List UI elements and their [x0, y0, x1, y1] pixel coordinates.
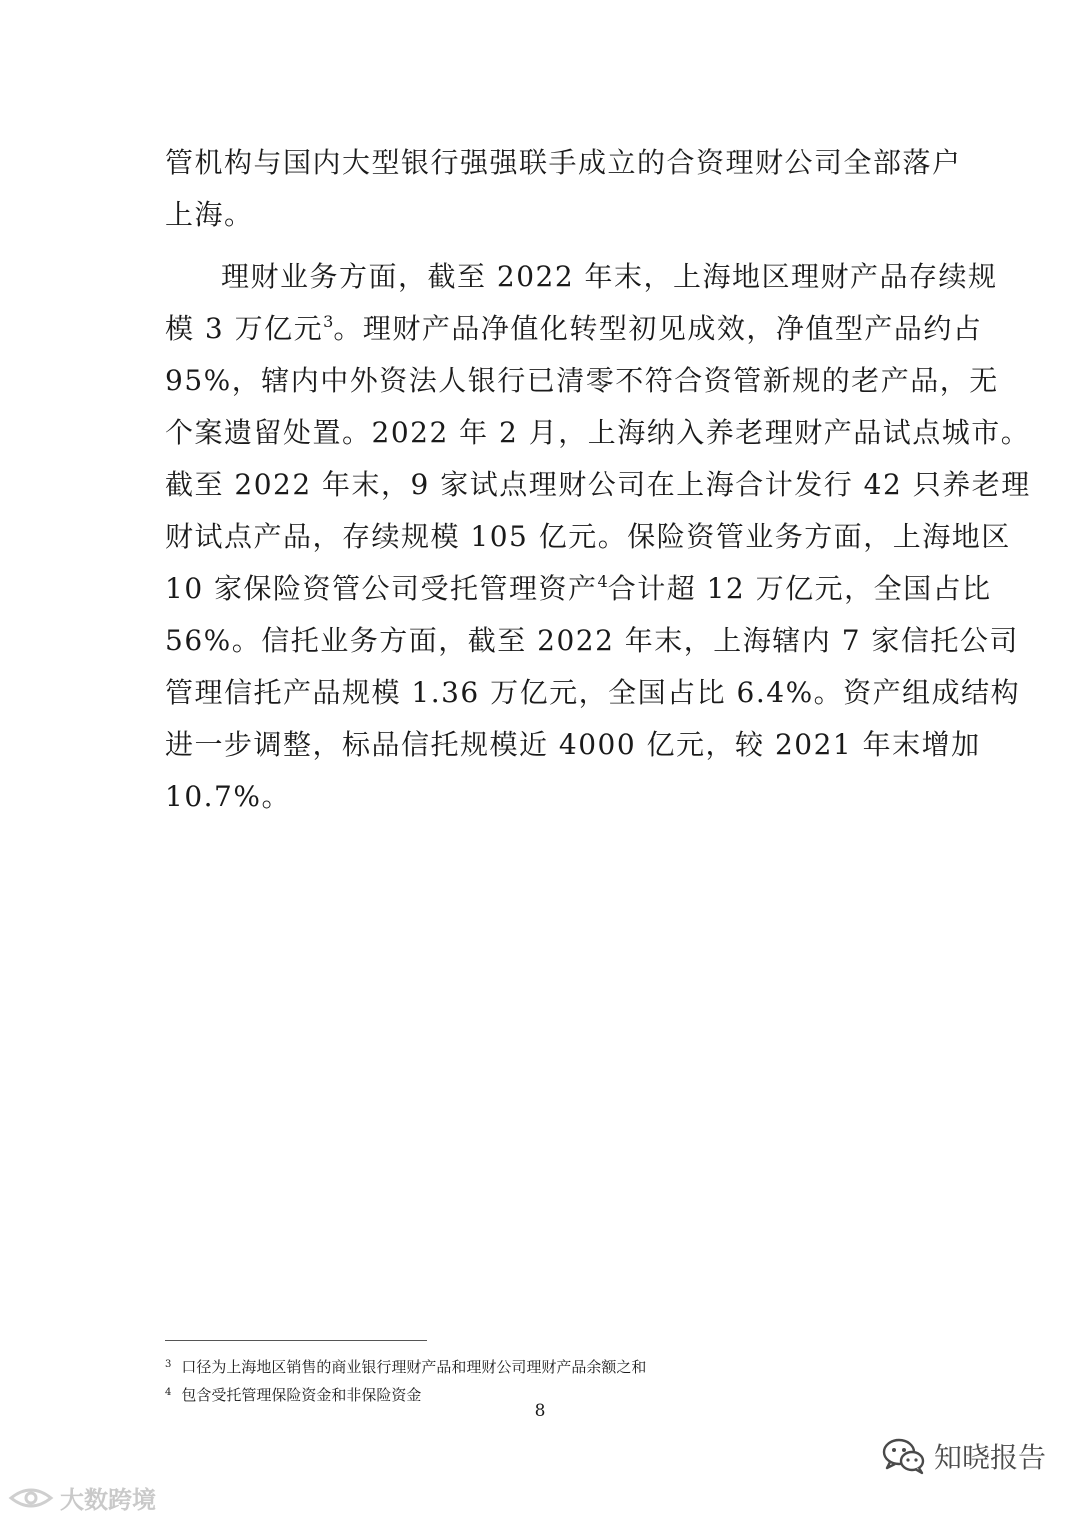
- footnote-separator: [165, 1340, 427, 1341]
- watermark-right-text: 知晓报告: [933, 1441, 1046, 1474]
- text-line: 管机构与国内大型银行强强联手成立的合资理财公司全部落户: [165, 146, 962, 179]
- text-line: 个案遗留处置。2022 年 2 月，上海纳入养老理财产品试点城市。: [165, 416, 1031, 449]
- text-line: 截至 2022 年末，9 家试点理财公司在上海合计发行 42 只养老理: [165, 468, 1031, 501]
- text-line: 上海。: [165, 198, 254, 231]
- footnote-ref-4[interactable]: 4: [597, 572, 608, 591]
- text-segment: 模 3 万亿元: [165, 312, 324, 345]
- footnote-ref-3[interactable]: 3: [323, 312, 334, 331]
- footnote-text: 包含受托管理保险资金和非保险资金: [181, 1386, 422, 1404]
- text-line: 理财业务方面，截至 2022 年末，上海地区理财产品存续规: [221, 260, 998, 293]
- text-line: 进一步调整，标品信托规模近 4000 亿元，较 2021 年末增加: [165, 728, 981, 761]
- text-line: 10.7%。: [165, 780, 291, 813]
- eye-logo-icon: [8, 1484, 54, 1512]
- text-line: [165, 563, 992, 615]
- text-segment: 10 家保险资管公司受托管理资产: [165, 572, 598, 605]
- watermark-left: [8, 1480, 156, 1515]
- footnotes: [165, 1352, 865, 1408]
- footnote-3: [165, 1352, 865, 1380]
- watermark-left-text: 大数跨境: [60, 1486, 156, 1514]
- footnote-number: 4: [165, 1387, 172, 1398]
- footnote-number: 3: [165, 1359, 172, 1370]
- page-number: 8: [534, 1401, 546, 1421]
- text-segment: 。理财产品净值化转型初见成效，净值型产品约占: [333, 312, 983, 345]
- paragraph-gap: [165, 241, 915, 251]
- footnote-text: 口径为上海地区销售的商业银行理财产品和理财公司理财产品余额之和: [181, 1358, 647, 1376]
- text-segment: 合计超 12 万亿元，全国占比: [607, 572, 992, 605]
- wechat-icon: [882, 1437, 926, 1475]
- text-line: 管理信托产品规模 1.36 万亿元，全国占比 6.4%。资产组成结构: [165, 676, 1021, 709]
- watermark-right: [882, 1436, 1046, 1476]
- text-line: 财试点产品，存续规模 105 亿元。保险资管业务方面，上海地区: [165, 520, 1011, 553]
- text-line: 95%，辖内中外资法人银行已清零不符合资管新规的老产品，无: [165, 364, 999, 397]
- text-line: [165, 303, 983, 355]
- text-line: 56%。信托业务方面，截至 2022 年末，上海辖内 7 家信托公司: [165, 624, 1019, 657]
- body-text: [165, 137, 1031, 823]
